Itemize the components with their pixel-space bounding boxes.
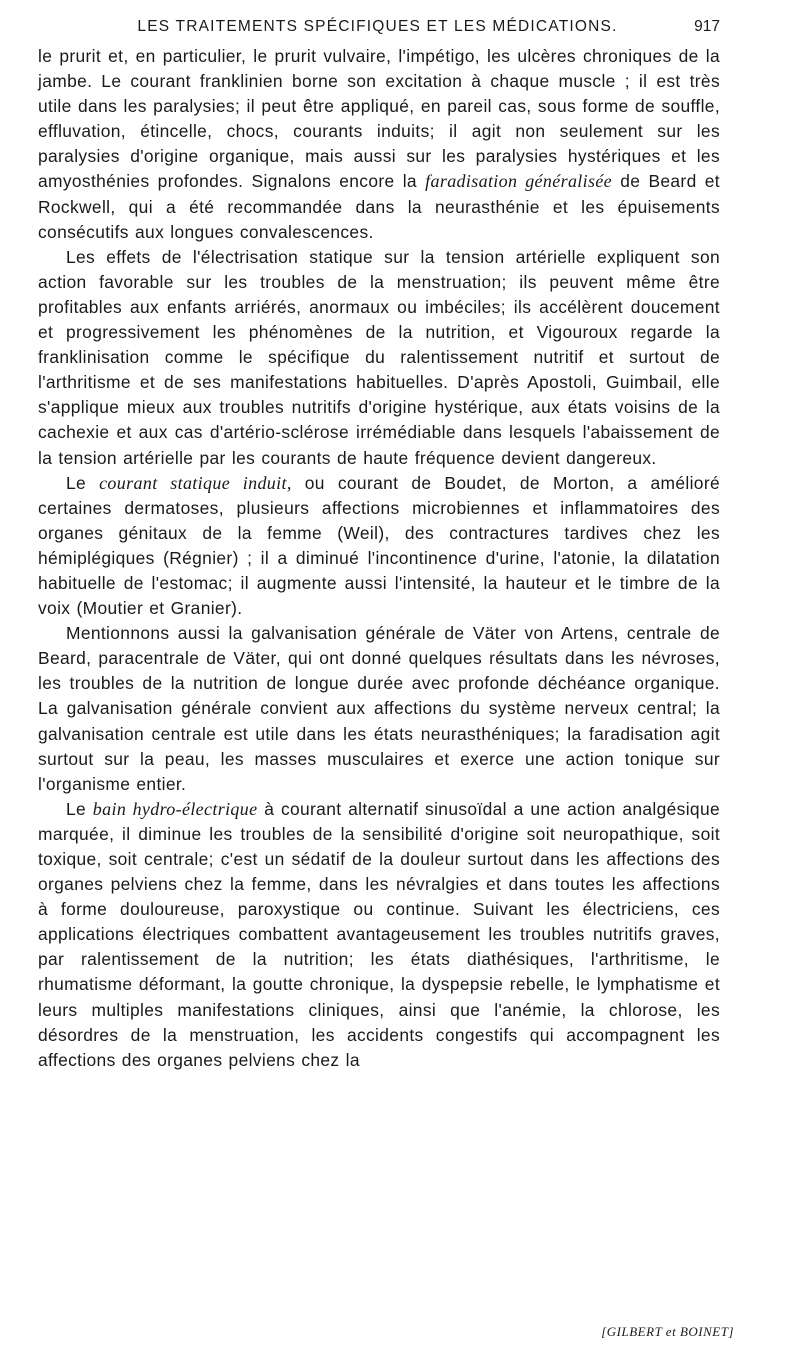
italic-term-bain-hydro-electrique: bain hydro-électrique — [92, 798, 258, 819]
paragraph-galvanisation — [38, 621, 720, 797]
paragraph-franklinisation — [38, 44, 720, 245]
text-run: Le — [66, 798, 93, 819]
text-run: de Beard et Rockwell, qui a été recommandée dans la neurasthénie et les épuisements consécutifs aux longues convalescences. — [38, 171, 720, 242]
running-title: LES TRAITEMENTS SPÉCIFIQUES ET LES MÉDICATIONS. — [137, 18, 618, 35]
text-run: Les effets de l'électrisation statique sur la tension artérielle expliquent son action favorable sur les troubles de la menstruation; ils peuvent même être profitables aux enfants arriérés, anormaux ou imbéciles; ils accélèrent doucement et progressivement les phénomènes de la nutrition, et Vigouroux regarde la franklinisation comme le spécifique du ralentissement nutritif et surtout de l'arthritisme et de ses manifestations habituelles. D'après Apostoli, Guimbail, elle s'applique mieux aux troubles nutritifs d'origine hystérique, aux états voisins de la cachexie et aux cas d'artério-sclérose irrémédiable dans lesquels l'abaissement de la tension artérielle par les courants de haute fréquence devient dangereux. — [38, 246, 720, 468]
italic-term-faradisation: faradisation généralisée — [425, 171, 613, 192]
author-signature: [GILBERT et BOINET] — [601, 1324, 734, 1339]
italic-term-courant-statique: courant statique induit, — [99, 472, 292, 493]
paragraph-courant-statique-induit — [38, 471, 720, 622]
text-run: à courant alternatif sinusoïdal a une action analgésique marquée, il diminue les troubles de la sensibilité d'origine soit neuropathique, soit toxique, soit centrale; c'est un sédatif de la douleur surtout dans les affections des organes pelviens chez la femme, dans les névralgies et dans toutes les affections à forme douloureuse, paroxystique ou continue. Suivant les électriciens, ces applications électriques combattent avantageusement les troubles nutritifs graves, par ralentissement de la nutrition; les états diathésiques, l'arthritisme, le rhumatisme déformant, la goutte chronique, la dyspepsie rebelle, le lymphatisme et leurs multiples manifestations cliniques, ainsi que l'anémie, la chlorose, les désordres de la menstruation, les accidents congestifs qui accompagnent les affections des organes pelviens chez la — [38, 798, 720, 1070]
body-text — [38, 44, 720, 1073]
text-run: ou courant de Boudet, de Morton, a amélioré certaines dermatoses, plusieurs affections microbiennes et inflammatoires des organes génitaux de la femme (Weil), des contractures tardives chez les hémiplégiques (Régnier) ; il a diminué l'incontinence d'urine, l'atonie, la dilatation habituelle de l'estomac; il augmente aussi l'intensité, la hauteur et le timbre de la voix (Moutier et Granier). — [38, 472, 720, 619]
text-run: Le — [66, 472, 100, 493]
text-run: Mentionnons aussi la galvanisation générale de Väter von Artens, centrale de Beard, paracentrale de Väter, qui ont donné quelques résultats dans les névroses, les troubles de la nutrition de longue durée avec profonde déchéance organique. La galvanisation générale convient aux affections du système nerveux central; la galvanisation centrale est utile dans les états neurasthéniques; la faradisation agit surtout sur la peau, les masses musculaires et exerce une action tonique sur l'organisme entier. — [38, 623, 720, 794]
paragraph-bain-hydro-electrique — [38, 797, 720, 1073]
page-number: 917 — [694, 18, 720, 35]
running-header — [95, 18, 720, 42]
paragraph-electrisation-statique — [38, 245, 720, 471]
text-run: le prurit et, en particulier, le prurit vulvaire, l'impétigo, les ulcères chroniques de la jambe. Le courant franklinien borne son excitation à chaque muscle ; il est très utile dans les paralysies; il peut être appliqué, en pareil cas, sous forme de souffle, effluvation, étincelle, chocs, courants induits; il agit non seulement sur les paralysies d'origine organique, mais aussi sur les paralysies hystériques et les amyosthénies profondes. Signalons encore la — [38, 46, 720, 192]
